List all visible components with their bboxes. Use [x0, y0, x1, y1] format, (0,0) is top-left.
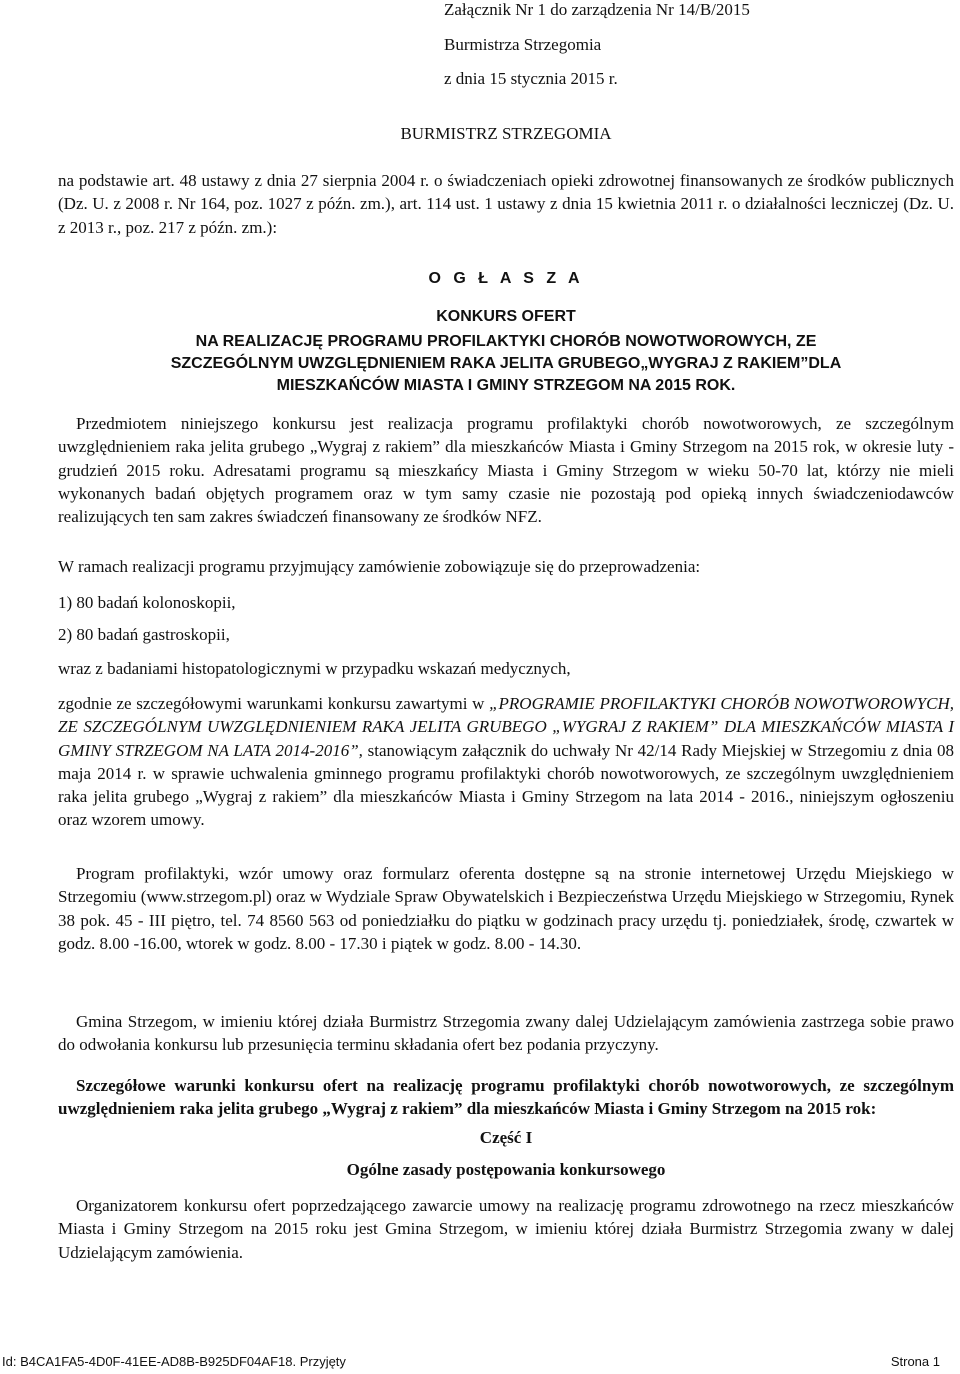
document-page: [58, 0, 954, 1374]
announces-heading: O G Ł A S Z A: [428, 270, 584, 287]
header-mayor-line: Burmistrza Strzegomia: [444, 35, 602, 54]
conditions-lead: zgodnie ze szczegółowymi warunkami konkursu zawartymi w: [58, 694, 490, 713]
part-title: Ogólne zasady postępowania konkursowego: [346, 1160, 666, 1179]
conditions-paragraph: [58, 692, 954, 832]
organizer-paragraph: Organizatorem konkursu ofert poprzedzającego zawarcie umowy na realizację programu zdrowotnego na rzecz mieszkańców Miasta i Gminy Strzegom na 2015 roku jest Gmina Strzegom, w imieniu której działa Burmistrz Strzegomia zwany w dalej Udzielającym zamówienia.: [58, 1196, 954, 1262]
reservation-paragraph: Gmina Strzegom, w imieniu której działa Burmistrz Strzegomia zwany dalej Udzielającym zamówienia zastrzega sobie prawo do odwołania konkursu lub przesunięcia terminu składania ofert bez podania przyczyny.: [58, 1012, 954, 1055]
header-annex-line: Załącznik Nr 1 do zarządzenia Nr 14/B/2015: [444, 0, 750, 19]
scope-item-colonoscopy: 1) 80 badań kolonoskopii,: [58, 593, 236, 612]
scope-item-histopathology: wraz z badaniami histopatologicznymi w przypadku wskazań medycznych,: [58, 659, 571, 678]
document-title: BURMISTRZ STRZEGOMIA: [400, 124, 612, 143]
conditions-rest: stanowiącym załącznik do uchwały Nr 42/14 Rady Miejskiej w Strzegomiu z dnia 08 maja 2014 r. w sprawie uchwalenia gminnego programu profilaktyki chorób nowotworowych, ze szczególnym uwzględnieniem raka jelita grubego „Wygraj z rakiem” dla mieszkańców Miasta i Gminy Strzegom na lata 2014 - 2016., niniejszym ogłoszeniu oraz wzorem umowy.: [58, 740, 954, 830]
contest-title-line2: NA REALIZACJĘ PROGRAMU PROFILAKTYKI CHORÓB NOWOTWOROWYCH, ZE: [195, 333, 817, 350]
availability-paragraph: Program profilaktyki, wzór umowy oraz formularz oferenta dostępne są na stronie internetowej Urzędu Miejskiego w Strzegomiu (www.strzegom.pl) oraz w Wydziale Spraw Obywatelskich i Bezpieczeństwa Urzędu Miejskiego w Strzegomiu, Rynek 38 pok. 45 - III piętro, tel. 74 8560 563 od poniedziałku do piątku w godzinach pracy urzędu tj. poniedziałek, środę, czwartek w godz. 8.00 -16.00, wtorek w godz. 8.00 - 17.30 i piątek w godz. 8.00 - 14.30.: [58, 864, 954, 953]
header-date-line: z dnia 15 stycznia 2015 r.: [444, 69, 618, 88]
program-name: „PROGRAMIE PROFILAKTYKI CHORÓB NOWOTWOROWYCH, ZE SZCZEGÓLNYM UWZGLĘDNIENIEM RAKA JELITA GRUBEGO „WYGRAJ Z RAKIEM” DLA MIESZKAŃCÓW MIASTA I GMINY STRZEGOM NA LATA 2014-2016”,: [58, 694, 955, 760]
part-label: Część I: [479, 1128, 533, 1147]
subject-paragraph: Przedmiotem niniejszego konkursu jest realizacja programu profilaktyki chorób nowotworowych, ze szczególnym uwzględnieniem raka jelita grubego „Wygraj z rakiem” dla mieszkańców Miasta i Gminy Strzegom na 2015 rok, w okresie luty - grudzień 2015 roku. Adresatami programu są mieszkańcy Miasta i Gminy Strzegom w wieku 50-70 lat, którzy nie mieli wykonanych badań objętych programem oraz w tym samy czasie nie pozostają pod opieką innych świadczeniodawców realizujących ten sam zakres świadczeń finansowany ze środków NFZ.: [58, 414, 954, 527]
detailed-conditions-heading: Szczegółowe warunki konkursu ofert na realizację programu profilaktyki chorób nowotworowych, ze szczególnym uwzględnieniem raka jelita grubego „Wygraj z rakiem” dla mieszkańców Miasta i Gminy Strzegom na 2015 rok:: [58, 1076, 954, 1119]
contest-title-line4: MIESZKAŃCÓW MIASTA I GMINY STRZEGOM NA 2015 ROK.: [276, 377, 736, 394]
legal-basis-paragraph: na podstawie art. 48 ustawy z dnia 27 sierpnia 2004 r. o świadczeniach opieki zdrowotnej finansowanych ze środków publicznych (Dz. U. z 2008 r. Nr 164, poz. 1027 z późn. zm.), art. 114 ust. 1 ustawy z dnia 15 kwietnia 2011 r. o działalności leczniczej (Dz. U. z 2013 r., poz. 217 z późn. zm.):: [58, 171, 954, 237]
footer-page-number: Strona 1: [890, 1354, 940, 1369]
contest-title-line3: SZCZEGÓLNYM UWZGLĘDNIENIEM RAKA JELITA GRUBEGO„WYGRAJ Z RAKIEM”DLA: [170, 355, 842, 372]
footer-document-id: Id: B4CA1FA5-4D0F-41EE-AD8B-B925DF04AF18. Przyjęty: [2, 1354, 346, 1369]
scope-intro: W ramach realizacji programu przyjmujący zamówienie zobowiązuje się do przeprowadzenia:: [58, 557, 701, 576]
scope-item-gastroscopy: 2) 80 badań gastroskopii,: [58, 625, 230, 644]
contest-title-line1: KONKURS OFERT: [436, 308, 576, 325]
